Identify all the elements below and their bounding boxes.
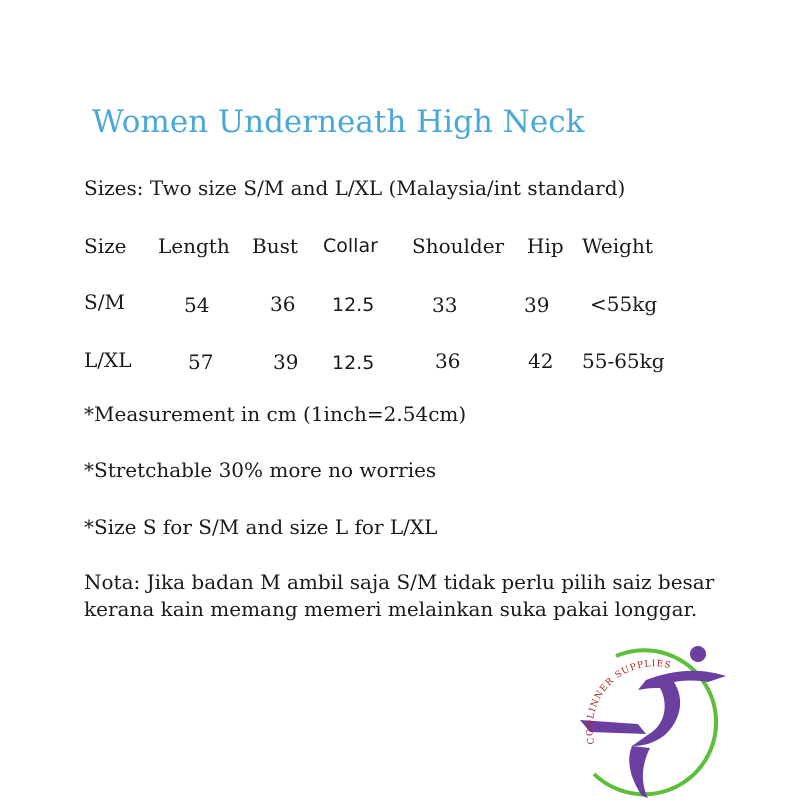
cell-bust: 39	[273, 350, 299, 374]
header-shoulder: Shoulder	[412, 234, 505, 258]
cell-hip: 42	[528, 349, 554, 373]
cell-shoulder: 36	[435, 349, 461, 373]
header-weight: Weight	[582, 234, 653, 258]
brand-logo	[576, 636, 736, 800]
cell-collar: 12.5	[332, 294, 375, 316]
cell-shoulder: 33	[432, 293, 458, 317]
page-title: Women Underneath High Neck	[92, 104, 585, 140]
note-stretchable: *Stretchable 30% more no worries	[84, 458, 437, 482]
header-bust: Bust	[252, 234, 298, 258]
cell-weight: 55-65kg	[582, 349, 665, 373]
header-hip: Hip	[527, 234, 564, 258]
cell-hip: 39	[524, 293, 550, 317]
cell-collar: 12.5	[332, 352, 375, 374]
nota-line-1: Nota: Jika badan M ambil saja S/M tidak perlu pilih saiz besar	[84, 570, 715, 594]
logo-text: COOLINNER SUPPLIES	[585, 659, 673, 745]
cell-size: L/XL	[84, 348, 132, 372]
note-measurement: *Measurement in cm (1inch=2.54cm)	[84, 402, 467, 426]
header-size: Size	[84, 234, 127, 258]
header-length: Length	[158, 234, 230, 258]
cell-bust: 36	[270, 292, 296, 316]
cell-weight: <55kg	[590, 292, 658, 316]
cell-length: 54	[184, 293, 210, 317]
header-collar: Collar	[323, 235, 378, 257]
cell-size: S/M	[84, 290, 125, 314]
note-size-mapping: *Size S for S/M and size L for L/XL	[84, 515, 438, 539]
sizes-line: Sizes: Two size S/M and L/XL (Malaysia/int standard)	[84, 176, 626, 200]
nota-line-2: kerana kain memang memeri melainkan suka pakai longgar.	[84, 597, 698, 621]
cell-length: 57	[188, 350, 214, 374]
